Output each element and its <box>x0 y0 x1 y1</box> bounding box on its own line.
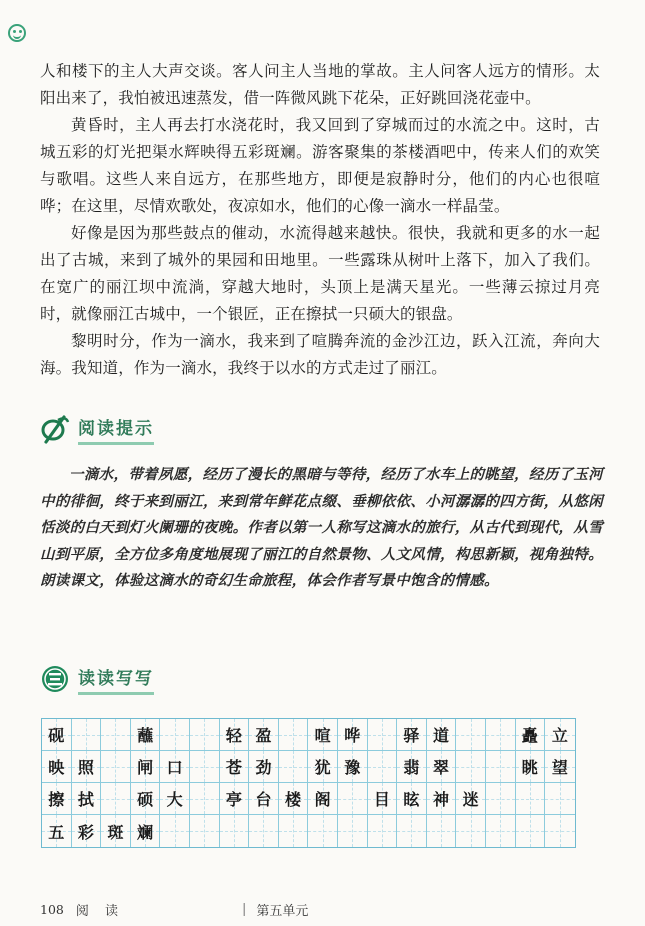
grid-character: 五 <box>48 822 65 842</box>
paragraph: 人和楼下的主人大声交谈。客人问主人当地的掌故。主人问客人远方的情形。太阳出来了，我怕被迅速蒸发，借一阵微风跳下花朵，正好跳回浇花壶中。 <box>40 62 600 107</box>
grid-cell <box>397 719 427 751</box>
grid-cell <box>101 719 131 751</box>
paragraph: 好像是因为那些鼓点的催动，水流得越来越快。很快，我就和更多的水一起出了古城，来到了城外的果园和田地里。一些露珠从树叶上落下，加入了我们。在宽广的丽江坝中流淌，穿越大地时，头顶上是满天星光。一些薄云掠过月亮时，就像丽江古城中，一个银匠，正在擦拭一只硕大的银盘。 <box>40 224 600 323</box>
grid-character: 哗 <box>344 726 361 745</box>
grid-cell <box>160 783 190 815</box>
grid-cell <box>456 751 486 783</box>
grid-cell <box>220 815 250 847</box>
unit-label: 第五单元 <box>256 904 309 919</box>
grid-cell <box>160 815 190 847</box>
grid-cell <box>486 719 516 751</box>
grid-character: 豫 <box>344 758 361 777</box>
grid-cell <box>42 719 72 751</box>
grid-cell <box>516 815 546 847</box>
grid-character: 亭 <box>225 790 242 809</box>
grid-character: 拭 <box>77 790 94 809</box>
grid-cell <box>545 719 575 751</box>
grid-cell <box>42 751 72 783</box>
grid-cell <box>338 751 368 783</box>
grid-cell <box>486 783 516 815</box>
grid-cell <box>190 815 220 847</box>
grid-cell <box>308 815 338 847</box>
grid-character: 闸 <box>137 758 154 777</box>
grid-character: 立 <box>551 726 568 745</box>
grid-cell <box>308 751 338 783</box>
grid-cell <box>545 751 575 783</box>
grid-cell <box>338 719 368 751</box>
grid-cell <box>308 783 338 815</box>
grid-cell <box>397 751 427 783</box>
grid-cell <box>279 719 309 751</box>
grid-character: 盈 <box>255 726 272 745</box>
grid-cell <box>101 783 131 815</box>
grid-cell <box>160 751 190 783</box>
grid-character: 眺 <box>521 758 538 777</box>
reading-tip-title: 阅读提示 <box>78 414 154 445</box>
grid-cell <box>101 751 131 783</box>
grid-character: 彩 <box>77 822 94 842</box>
grid-character: 望 <box>551 758 568 777</box>
grid-cell <box>279 815 309 847</box>
grid-cell <box>190 719 220 751</box>
grid-cell <box>220 719 250 751</box>
grid-cell <box>338 815 368 847</box>
grid-character: 目 <box>373 790 390 809</box>
grid-character: 台 <box>255 790 272 809</box>
grid-character: 砚 <box>48 726 65 745</box>
grid-cell <box>368 751 398 783</box>
grid-character: 轻 <box>225 726 242 745</box>
grid-cell <box>368 719 398 751</box>
grid-character: 犹 <box>314 758 331 777</box>
grid-cell <box>427 815 457 847</box>
grid-cell <box>397 783 427 815</box>
footer-divider: | <box>242 902 247 917</box>
grid-cell <box>456 719 486 751</box>
page-footer <box>40 900 308 919</box>
grid-cell <box>545 815 575 847</box>
grid-cell <box>456 815 486 847</box>
grid-character: 翡 <box>403 758 420 777</box>
section-label: 阅 读 <box>75 904 124 919</box>
grid-cell <box>516 783 546 815</box>
grid-cell <box>160 719 190 751</box>
grid-cell <box>72 783 102 815</box>
grid-cell <box>397 815 427 847</box>
grid-character: 蘸 <box>137 726 154 745</box>
grid-cell <box>42 815 72 847</box>
grid-cell <box>131 783 161 815</box>
grid-cell <box>249 719 279 751</box>
grid-cell <box>131 815 161 847</box>
read-write-header <box>40 662 154 696</box>
read-write-title: 读读写写 <box>78 664 154 695</box>
grid-character: 映 <box>48 758 65 777</box>
grid-character: 迷 <box>462 790 479 809</box>
article-body <box>40 58 600 382</box>
grid-character: 擦 <box>48 790 65 809</box>
grid-character: 翠 <box>433 758 450 777</box>
grid-cell <box>279 751 309 783</box>
grid-cell <box>427 719 457 751</box>
grid-cell <box>190 783 220 815</box>
grid-cell <box>338 783 368 815</box>
grid-cell <box>456 783 486 815</box>
grid-cell <box>72 815 102 847</box>
grid-cell <box>101 815 131 847</box>
grid-cell <box>279 783 309 815</box>
grid-cell <box>308 719 338 751</box>
grid-character: 劲 <box>255 758 272 777</box>
grid-cell <box>516 719 546 751</box>
grid-cell <box>368 815 398 847</box>
grid-cell <box>72 719 102 751</box>
reading-tip-header <box>40 412 154 446</box>
grid-cell <box>545 783 575 815</box>
grid-cell <box>427 783 457 815</box>
grid-cell <box>42 783 72 815</box>
grid-character: 大 <box>166 790 183 809</box>
grid-character: 楼 <box>285 790 302 809</box>
grid-character: 阁 <box>314 790 331 809</box>
paragraph: 黄昏时，主人再去打水浇花时，我又回到了穿城而过的水流之中。这时，古城五彩的灯光把渠水辉映得五彩斑斓。游客聚集的茶楼酒吧中，传来人们的欢笑与歌唱。这些人来自远方，在那些地方，即便是寂静时分，他们的内心也很喧哗；在这里，尽情欢歌处，夜凉如水，他们的心像一滴水一样晶莹。 <box>40 116 600 215</box>
grid-character: 斓 <box>137 822 154 842</box>
grid-cell <box>220 751 250 783</box>
grid-cell <box>131 719 161 751</box>
grid-cell <box>516 751 546 783</box>
grid-cell <box>427 751 457 783</box>
grid-cell <box>249 783 279 815</box>
reading-tip-icon <box>40 414 70 444</box>
grid-character: 口 <box>166 758 183 777</box>
grid-character: 矗 <box>521 726 538 745</box>
page-number: 108 <box>40 902 64 917</box>
grid-character: 苍 <box>225 758 242 777</box>
reading-tip-text: 一滴水，带着夙愿，经历了漫长的黑暗与等待，经历了水车上的眺望，经历了玉河中的徘徊，终于来到丽江，来到常年鲜花点缀、垂柳依依、小河潺潺的四方街，从悠闲恬淡的白天到灯火阑珊的夜晚。作者以第一人称写这滴水的旅行，从古代到现代，从雪山到平原，全方位多角度地展现了丽江的自然景物、人文风情，构思新颖，视角独特。朗读课文，体验这滴水的奇幻生命旅程，体会作者写景中饱含的情感。 <box>40 466 603 589</box>
grid-character: 眩 <box>403 790 420 809</box>
vocabulary-grid <box>41 718 576 848</box>
grid-cell <box>486 751 516 783</box>
paragraph: 黎明时分，作为一滴水，我来到了喧腾奔流的金沙江边，跃入江流，奔向大海。我知道，作为一滴水，我终于以水的方式走过了丽江。 <box>40 332 600 377</box>
grid-character: 神 <box>433 790 450 809</box>
grid-cell <box>486 815 516 847</box>
grid-cell <box>190 751 220 783</box>
grid-character: 硕 <box>137 790 154 809</box>
grid-cell <box>131 751 161 783</box>
grid-character: 照 <box>77 758 94 777</box>
grid-cell <box>368 783 398 815</box>
read-write-icon <box>40 664 70 694</box>
grid-cell <box>72 751 102 783</box>
grid-character: 驿 <box>403 726 420 745</box>
grid-character: 斑 <box>107 822 124 842</box>
grid-character: 喧 <box>314 726 331 745</box>
grid-cell <box>249 751 279 783</box>
smiley-icon <box>8 24 26 42</box>
grid-character: 道 <box>433 726 450 745</box>
grid-cell <box>220 783 250 815</box>
grid-cell <box>249 815 279 847</box>
